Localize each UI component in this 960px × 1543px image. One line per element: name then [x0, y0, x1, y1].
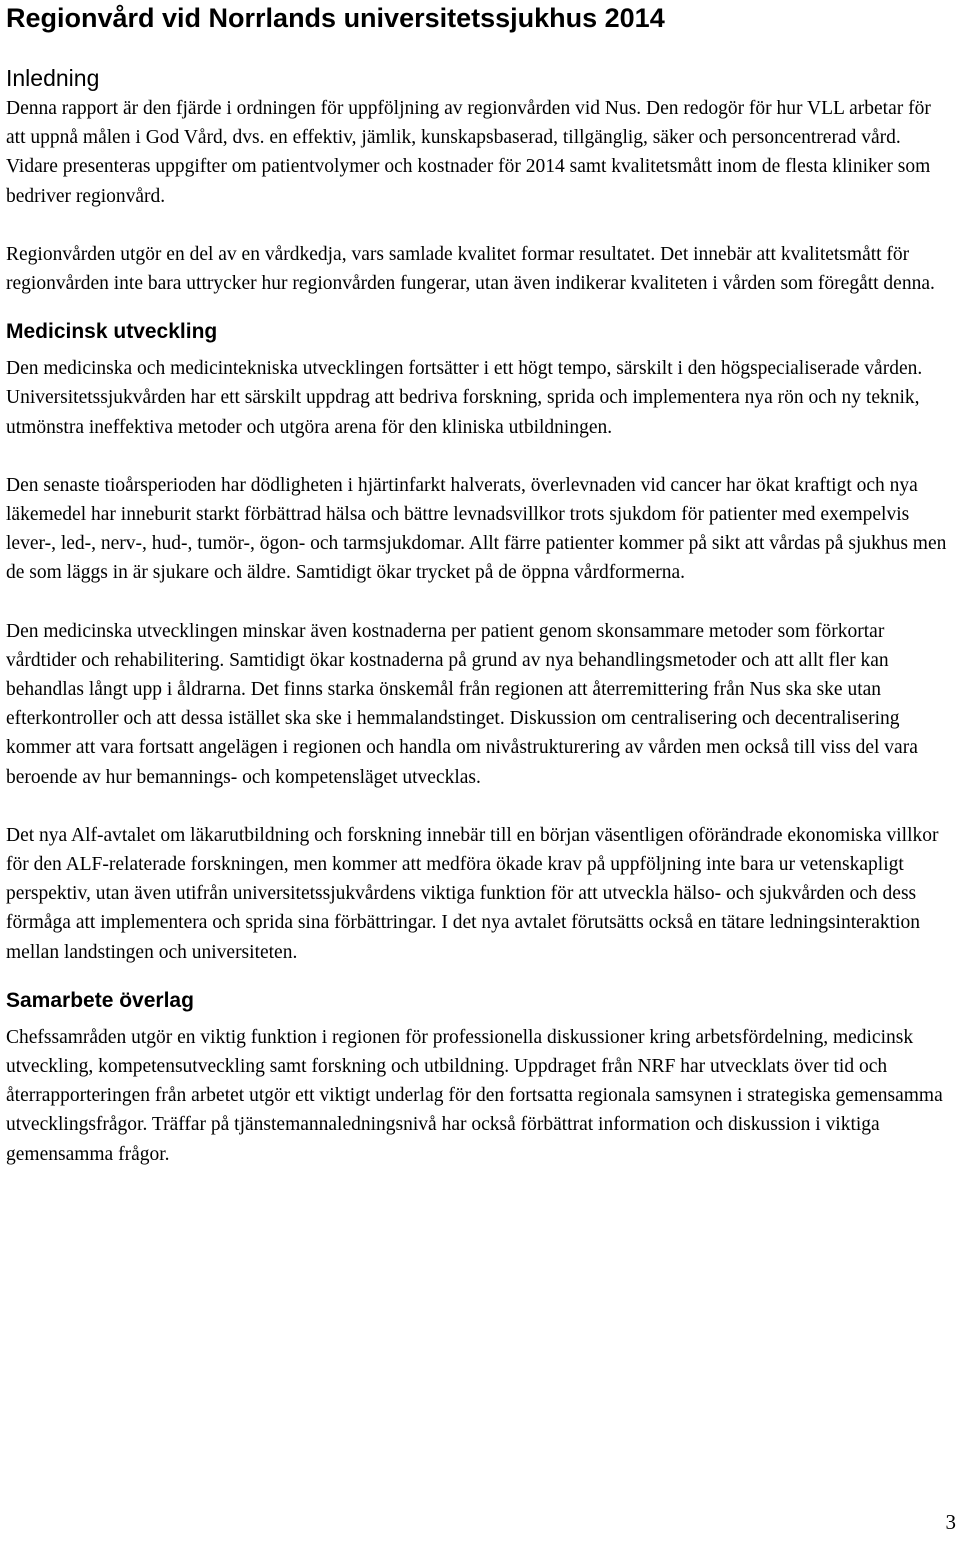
page-number: 3: [945, 1510, 956, 1534]
paragraph: Den medicinska och medicintekniska utvecklingen fortsätter i ett högt tempo, särskilt i den högspecialiserade vården. Universitetssjukvården har ett särskilt uppdrag att bedriva forskning, sprida och implementera nya rön och ny teknik, utmönstra ineffektiva metoder och utgöra arena för den kliniska utbildningen.: [6, 358, 923, 438]
paragraph: Denna rapport är den fjärde i ordningen för uppföljning av regionvården vid Nus. Den redogör för hur VLL arbetar för att uppnå målen i God Vård, dvs. en effektiv, jämlik, kunskapsbaserad, tillgänglig, säker och personcentrerad vård. Vidare presenteras uppgifter om patientvolymer och kostnader för 2014 samt kvalitetsmått inom de flesta kliniker som bedriver regionvård.: [6, 98, 931, 207]
section-heading-medicinsk-utveckling: Medicinsk utveckling: [6, 320, 218, 344]
section-heading-inledning: Inledning: [6, 65, 100, 91]
section-medicinsk-utveckling: [6, 318, 954, 967]
section-samarbete-overlag: [6, 987, 954, 1169]
page-content: [6, 0, 954, 1169]
paragraph: Det nya Alf-avtalet om läkarutbildning och forskning innebär till en början väsentligen oförändrade ekonomiska villkor för den ALF-relaterade forskningen, men kommer att medföra ökade krav på uppföljning inte bara ur vetenskapligt perspektiv, utan även utifrån universitetssjukvårdens viktiga funktion för att utveckla hälso- och sjukvården och dess förmåga att implementera och sprida sina förbättringar. I det nya avtalet förutsätts också en tätare ledningsinteraktion mellan landstingen och universiteten.: [6, 824, 939, 963]
paragraph: Den senaste tioårsperioden har dödligheten i hjärtinfarkt halverats, överlevnaden vid cancer har ökat kraftigt och nya läkemedel har inneburit starkt förbättrad hälsa och bättre levnadsvillkor trots sjukdom för patienter med exempelvis lever-, led-, nerv-, hud-, tumör-, ögon- och tarmsjukdomar. Allt färre patienter kommer på sikt att vårdas på sjukhus men de som läggs in är sjukare och äldre. Samtidigt ökar trycket på de öppna vårdformerna.: [6, 474, 947, 584]
paragraph: Regionvården utgör en del av en vårdkedja, vars samlade kvalitet formar resultatet. Det innebär att kvalitetsmått för regionvården inte bara uttrycker hur regionvården fungerar, utan även indikerar kvaliteten i vården som föregått denna.: [6, 243, 935, 295]
paragraph: Den medicinska utvecklingen minskar även kostnaderna per patient genom skonsammare metoder som förkortar vårdtider och rehabilitering. Samtidigt ökar kostnaderna på grund av nya behandlingsmetoder och att allt fler kan behandlas långt upp i åldrarna. Det finns starka önskemål från regionen att återremittering från Nus ska ske utan efterkontroller och att dessa istället ska ske i hemmalandstinget. Diskussion om centralisering och decentralisering kommer att vara fortsatt angelägen i regionen och handla om nivåstrukturering av vården men också till viss del vara beroende av hur bemannings- och kompetensläget utvecklas.: [6, 620, 918, 788]
paragraph: Chefssamråden utgör en viktig funktion i regionen för professionella diskussioner kring arbetsfördelning, medicinsk utveckling, kompetensutveckling samt forskning och utbildning. Uppdraget från NRF har utvecklats över tid och återrapporteringen från arbetet utgör ett viktigt underlag för den fortsatta regionala samsynen i strategiska gemensamma utvecklingsfrågor. Träffar på tjänstemannaledningsnivå har också förbättrat information och diskussion i viktiga gemensamma frågor.: [6, 1026, 943, 1165]
section-heading-samarbete-overlag: Samarbete överlag: [6, 988, 194, 1012]
section-inledning: [6, 64, 954, 298]
document-title: Regionvård vid Norrlands universitetssjukhus 2014: [6, 3, 665, 33]
